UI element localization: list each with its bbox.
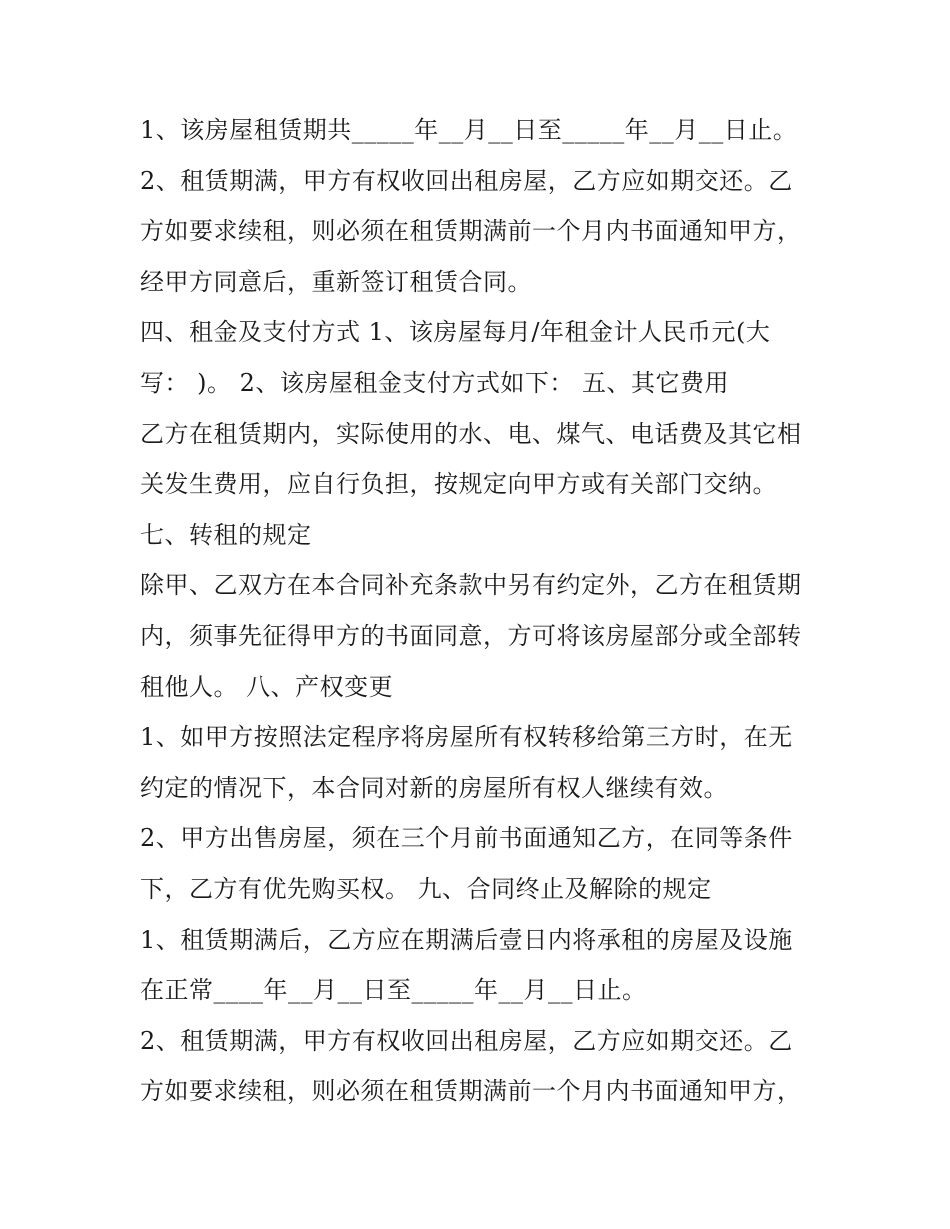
document-body bbox=[140, 105, 830, 1117]
text-line: 租他人。 八、产权变更 bbox=[140, 672, 394, 701]
text-line: 除甲、乙双方在本合同补充条款中另有约定外，乙方在租赁期 bbox=[140, 571, 802, 600]
text-line: 1、租赁期满后，乙方应在期满后壹日内将承租的房屋及设施 bbox=[140, 925, 793, 954]
text-line: 1、该房屋租赁期共_____年__月__日至_____年__月__日止。 bbox=[140, 116, 798, 144]
text-line: 在正常____年__月__日至_____年__月__日止。 bbox=[140, 976, 647, 1005]
text-line: 方如要求续租，则必须在租赁期满前一个月内书面通知甲方， bbox=[140, 1077, 802, 1106]
text-line: 约定的情况下，本合同对新的房屋所有权人继续有效。 bbox=[140, 773, 728, 802]
text-line: 乙方在租赁期内，实际使用的水、电、煤气、电话费及其它相 bbox=[140, 419, 802, 448]
text-line: 写： )。 2、该房屋租金支付方式如下： 五、其它费用 bbox=[140, 368, 730, 397]
text-line: 2、租赁期满，甲方有权收回出租房屋，乙方应如期交还。乙 bbox=[140, 1026, 793, 1055]
section-heading: 七、转租的规定 bbox=[140, 520, 312, 549]
text-line: 四、租金及支付方式 1、该房屋每月/年租金计人民币元(大 bbox=[140, 318, 771, 347]
text-line: 关发生费用，应自行负担，按规定向甲方或有关部门交纳。 bbox=[140, 470, 777, 499]
text-line: 2、甲方出售房屋，须在三个月前书面通知乙方，在同等条件 bbox=[140, 824, 793, 853]
text-line: 方如要求续租，则必须在租赁期满前一个月内书面通知甲方， bbox=[140, 217, 802, 246]
text-line: 1、如甲方按照法定程序将房屋所有权转移给第三方时，在无 bbox=[140, 723, 793, 752]
text-line: 下，乙方有优先购买权。 九、合同终止及解除的规定 bbox=[140, 874, 712, 903]
text-line: 经甲方同意后，重新签订租赁合同。 bbox=[140, 267, 532, 296]
text-line: 内，须事先征得甲方的书面同意，方可将该房屋部分或全部转 bbox=[140, 621, 802, 650]
text-line: 2、租赁期满，甲方有权收回出租房屋，乙方应如期交还。乙 bbox=[140, 166, 793, 195]
